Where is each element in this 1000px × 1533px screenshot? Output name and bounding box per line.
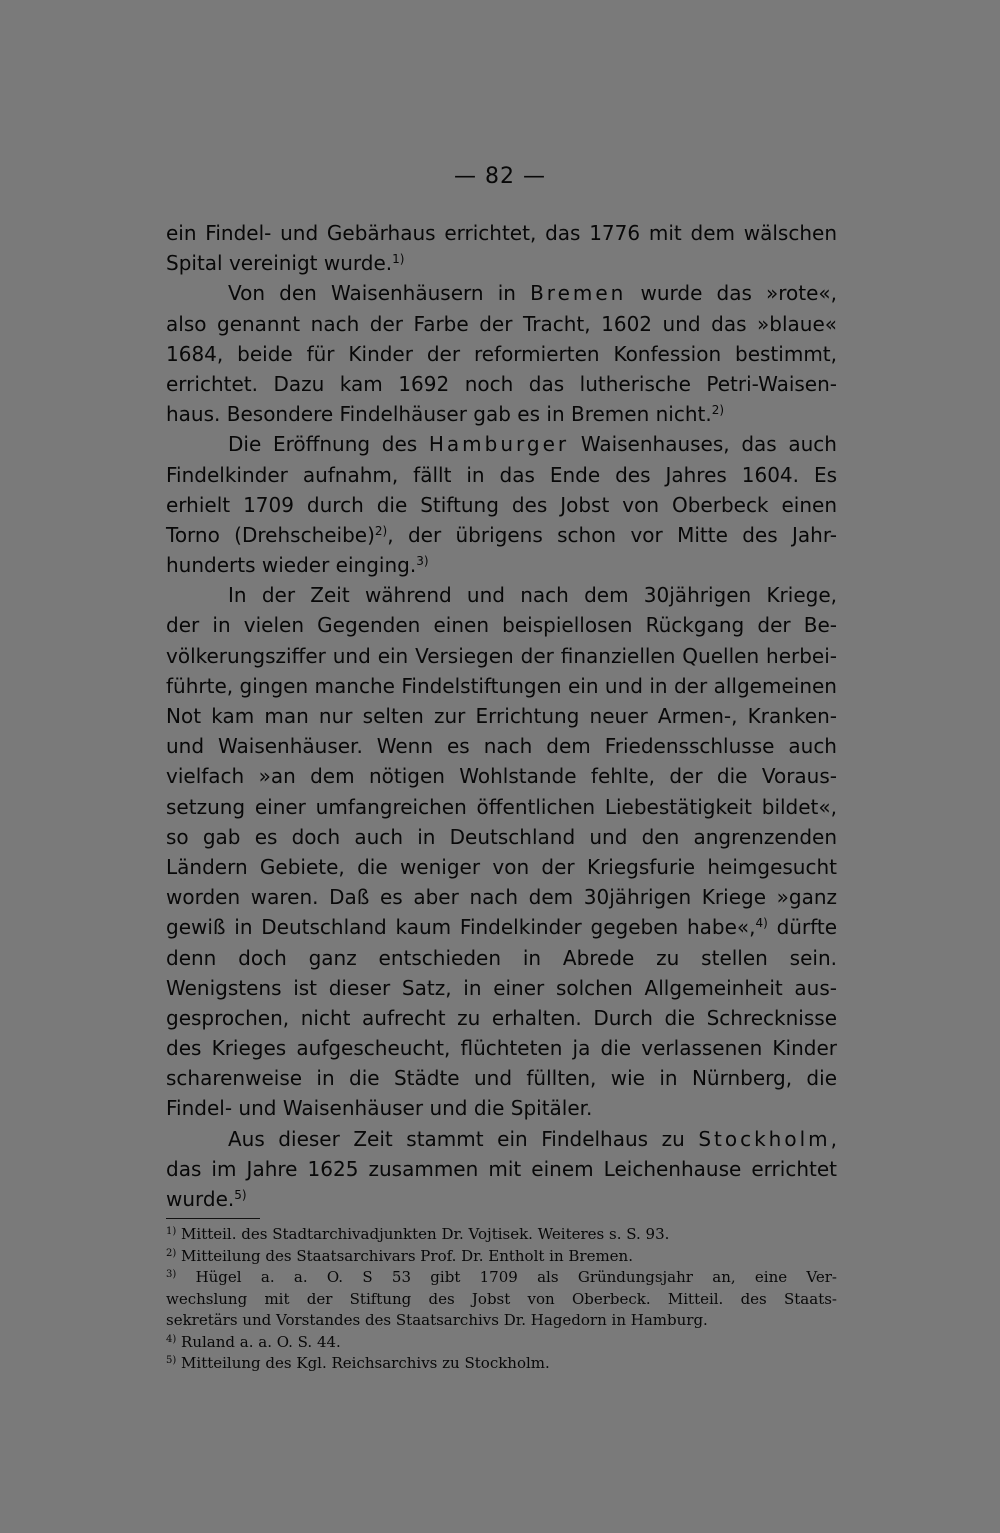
- text-line: Findelkinder aufnahm, fällt in das Ende des Jahres 1604. Es: [166, 462, 837, 487]
- text-line: führte, gingen manche Findelstiftungen ein und in der allgemeinen: [166, 673, 837, 698]
- text-line: denn doch ganz entschieden in Abrede zu stellen sein.: [166, 945, 837, 970]
- text-line: der in vielen Gegenden einen beispiellosen Rückgang der Be-: [166, 613, 837, 638]
- text-line: Torno (Drehscheibe)$^{2)}$, der übrigens schon vor Mitte des Jahr-: [166, 522, 837, 547]
- text-line: vielfach »an dem nötigen Wohlstande fehlte, der die Voraus-: [166, 764, 837, 789]
- footnote-ref: 3): [416, 554, 429, 569]
- text-line: 1684, beide für Kinder der reformierten Konfession bestimmt,: [166, 341, 837, 366]
- text-line: errichtet. Dazu kam 1692 noch das lutherische Petri-Waisen-: [166, 371, 837, 396]
- text-line: worden waren. Daß es aber nach dem 30jährigen Kriege »ganz: [166, 885, 837, 910]
- text-line: des Krieges aufgescheucht, flüchteten ja die verlassenen Kinder: [166, 1036, 837, 1061]
- text-line: Findel- und Waisenhäuser und die Spitäler.: [166, 1096, 593, 1121]
- footnote-rule: [166, 1218, 260, 1219]
- text-line: Aus dieser Zeit stammt ein Findelhaus zu Stockholm,: [228, 1126, 837, 1151]
- footnote-continuation: wechslung mit der Stiftung des Jobst von Oberbeck. Mitteil. des Staats-: [166, 1289, 837, 1308]
- footnote: $^{1)}$ Mitteil. des Stadtarchivadjunkten Dr. Vojtisek. Weiteres s. S. 93.: [166, 1225, 670, 1243]
- text-line: hunderts wieder einging.$^{3)}$: [166, 553, 429, 578]
- text-line: ein Findel- und Gebärhaus errichtet, das 1776 mit dem wälschen: [166, 221, 837, 245]
- footnote-ref: 4): [755, 916, 768, 931]
- footnote: $^{4)}$ Ruland a. a. O. S. 44.: [166, 1332, 341, 1351]
- text-line: also genannt nach der Farbe der Tracht, 1602 und das »blaue«: [166, 311, 837, 336]
- text-line: das im Jahre 1625 zusammen mit einem Leichenhause errichtet: [166, 1156, 837, 1181]
- footnote: $^{5)}$ Mitteilung des Kgl. Reichsarchivs zu Stockholm.: [166, 1354, 550, 1372]
- text-line: und Waisenhäuser. Wenn es nach dem Friedensschlusse auch: [166, 734, 837, 759]
- text-line: so gab es doch auch in Deutschland und den angrenzenden: [166, 824, 837, 849]
- spaced-place-name: Stockholm: [698, 1126, 831, 1151]
- text-line: erhielt 1709 durch die Stiftung des Jobst von Oberbeck einen: [166, 492, 837, 517]
- footnotes: [166, 1224, 837, 1375]
- text-line: scharenweise in die Städte und füllten, wie in Nürnberg, die: [166, 1066, 837, 1091]
- text-line: Not kam man nur selten zur Errichtung neuer Armen-, Kranken-: [166, 704, 837, 728]
- text-line: haus. Besondere Findelhäuser gab es in Bremen nicht.$^{2)}$: [166, 402, 725, 427]
- page-number: — 82 —: [454, 164, 546, 189]
- footnote: $^{2)}$ Mitteilung des Staatsarchivars Prof. Dr. Entholt in Bremen.: [166, 1246, 633, 1265]
- footnote-ref: 1): [392, 252, 405, 267]
- text-line: Von den Waisenhäusern in Bremen wurde das »rote«,: [228, 281, 838, 306]
- footnote-ref: 5): [234, 1188, 247, 1202]
- text-line: Wenigstens ist dieser Satz, in einer solchen Allgemeinheit aus-: [166, 975, 837, 1000]
- text-line: In der Zeit während und nach dem 30jährigen Kriege,: [228, 583, 837, 608]
- spaced-place-name: Hamburger: [428, 432, 570, 457]
- footnote-continuation: sekretärs und Vorstandes des Staatsarchivs Dr. Hagedorn in Hamburg.: [166, 1311, 708, 1329]
- text-line: gesprochen, nicht aufrecht zu erhalten. Durch die Schrecknisse: [166, 1005, 837, 1030]
- text-line: Ländern Gebiete, die weniger von der Kriegsfurie heimgesucht: [166, 854, 837, 879]
- text-line: Die Eröffnung des Hamburger Waisenhauses, das auch: [228, 432, 837, 457]
- text-line: wurde.$^{5)}$: [166, 1187, 247, 1211]
- spaced-place-name: Bremen: [530, 281, 627, 306]
- footnote: $^{3)}$ Hügel a. a. O. S 53 gibt 1709 als Gründungsjahr an, eine Ver-: [166, 1268, 837, 1286]
- text-line: völkerungsziffer und ein Versiegen der finanziellen Quellen herbei-: [166, 643, 837, 668]
- text-line: Spital vereinigt wurde.$^{1)}$: [166, 251, 405, 276]
- body-text: [166, 218, 837, 1214]
- text-line: setzung einer umfangreichen öffentlichen Liebestätigkeit bildet«,: [166, 794, 837, 819]
- footnote-ref: 2): [374, 523, 388, 538]
- footnote-ref: 2): [711, 403, 725, 418]
- text-line: gewiß in Deutschland kaum Findelkinder gegeben habe«,$^{4)}$ dürfte: [166, 915, 837, 940]
